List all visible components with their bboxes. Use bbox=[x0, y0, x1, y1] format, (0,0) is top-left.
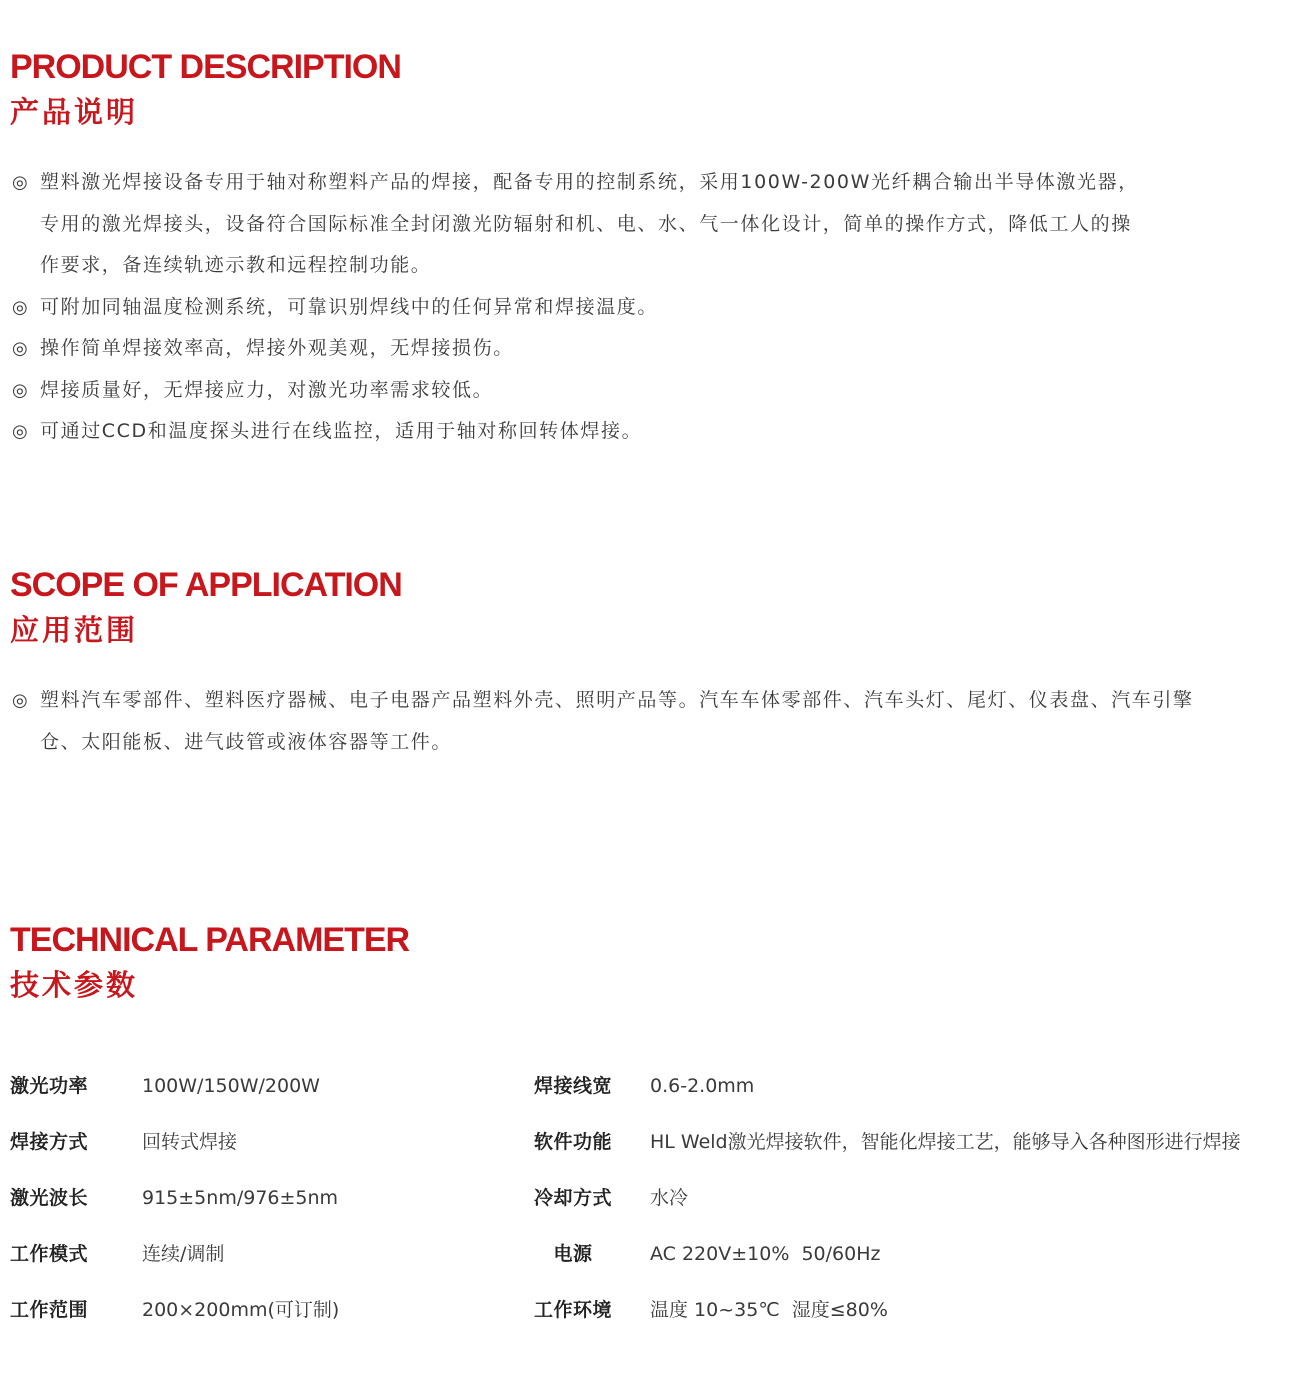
list-item bbox=[12, 162, 1152, 287]
scope-of-application-list bbox=[12, 680, 1212, 763]
bullet-circle-icon: ◎ bbox=[12, 379, 30, 401]
param-value: 水冷 bbox=[650, 1187, 689, 1209]
list-item-text: 焊接质量好，无焊接应力，对激光功率需求较低。 bbox=[40, 378, 494, 401]
list-item-text: 操作简单焊接效率高，焊接外观美观，无焊接损伤。 bbox=[40, 337, 514, 359]
list-item bbox=[12, 680, 1212, 763]
param-value: 915±5nm/976±5nm bbox=[142, 1187, 339, 1209]
param-label: 工作范围 bbox=[10, 1299, 89, 1321]
param-value: AC 220V±10% 50/60Hz bbox=[650, 1243, 881, 1265]
technical-parameter-table bbox=[10, 1058, 1295, 1338]
list-item-text: 可附加同轴温度检测系统，可靠识别焊线中的任何异常和焊接温度。 bbox=[40, 295, 659, 318]
param-label: 冷却方式 bbox=[533, 1187, 612, 1209]
param-label: 软件功能 bbox=[533, 1131, 612, 1153]
technical-parameter-title-en: TECHNICAL PARAMETER bbox=[10, 921, 410, 959]
table-row bbox=[10, 1058, 1295, 1114]
list-item-text: 可通过CCD和温度探头进行在线监控，适用于轴对称回转体焊接。 bbox=[40, 420, 643, 442]
bullet-circle-icon: ◎ bbox=[12, 172, 30, 193]
param-value: 连续/调制 bbox=[142, 1243, 225, 1265]
table-row bbox=[10, 1170, 1295, 1226]
param-label: 焊接线宽 bbox=[533, 1075, 612, 1097]
list-item-text: 塑料汽车零部件、塑料医疗器械、电子电器产品塑料外壳、照明产品等。汽车车体零部件、汽车头灯、尾灯、仪表盘、汽车引擎仓、太阳能板、进气歧管或液体容器等工件。 bbox=[40, 689, 1194, 753]
param-label: 工作环境 bbox=[533, 1299, 612, 1321]
param-label: 激光波长 bbox=[10, 1187, 89, 1209]
param-value: 200×200mm(可订制) bbox=[142, 1299, 340, 1321]
bullet-circle-icon: ◎ bbox=[12, 421, 30, 442]
table-row bbox=[10, 1282, 1295, 1338]
param-label: 电源 bbox=[553, 1243, 593, 1265]
scope-of-application-title-cn: 应用范围 bbox=[10, 613, 139, 647]
param-value: 100W/150W/200W bbox=[142, 1075, 320, 1097]
list-item-text: 塑料激光焊接设备专用于轴对称塑料产品的焊接，配备专用的控制系统，采用100W-200W光纤耦合输出半导体激光器，专用的激光焊接头，设备符合国际标准全封闭激光防辐射和机、电、水、气一体化设计，简单的操作方式，降低工人的操作要求，备连续轨迹示教和远程控制功能。 bbox=[40, 171, 1139, 276]
param-value: HL Weld激光焊接软件，智能化焊接工艺，能够导入各种图形进行焊接 bbox=[650, 1131, 1241, 1153]
table-row bbox=[10, 1226, 1295, 1282]
param-value: 回转式焊接 bbox=[142, 1131, 238, 1153]
scope-of-application-title-en: SCOPE OF APPLICATION bbox=[10, 566, 402, 604]
technical-parameter-title-cn: 技术参数 bbox=[10, 968, 139, 1002]
bullet-circle-icon: ◎ bbox=[12, 338, 30, 359]
product-description-list bbox=[12, 162, 1152, 453]
param-label: 焊接方式 bbox=[10, 1131, 89, 1153]
param-label: 工作模式 bbox=[10, 1243, 89, 1265]
list-item bbox=[12, 328, 1152, 370]
param-value: 温度 10~35℃ 湿度≤80% bbox=[650, 1299, 888, 1321]
product-description-title-cn: 产品说明 bbox=[10, 95, 139, 129]
list-item bbox=[12, 370, 1152, 412]
param-value: 0.6-2.0mm bbox=[650, 1075, 755, 1097]
list-item bbox=[12, 411, 1152, 453]
table-row bbox=[10, 1114, 1295, 1170]
list-item bbox=[12, 287, 1152, 329]
bullet-circle-icon: ◎ bbox=[12, 296, 30, 318]
product-description-title-en: PRODUCT DESCRIPTION bbox=[10, 48, 401, 86]
bullet-circle-icon: ◎ bbox=[12, 690, 30, 711]
param-label: 激光功率 bbox=[10, 1075, 89, 1097]
